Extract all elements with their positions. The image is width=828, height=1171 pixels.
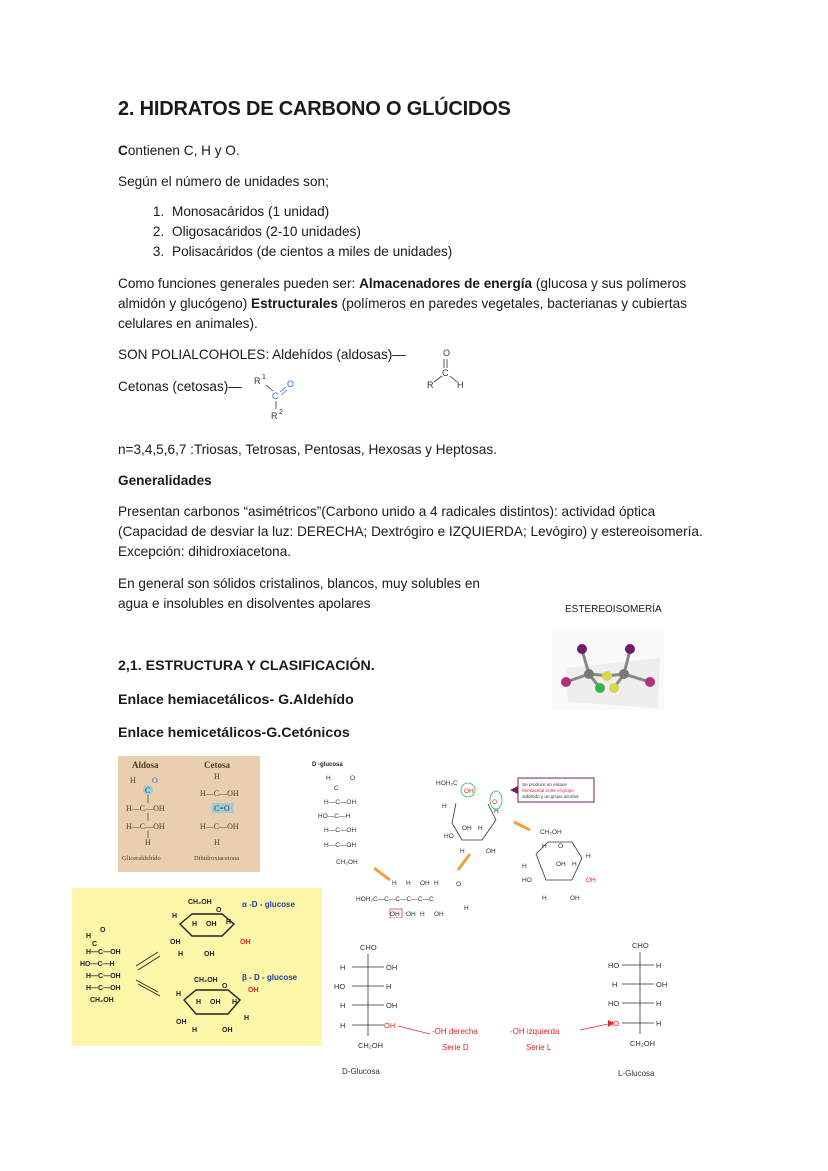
- list-item: 1. Monosacáridos (1 unidad): [168, 202, 452, 222]
- svg-text:H: H: [226, 919, 232, 926]
- aldehyde-c: C: [442, 368, 449, 378]
- note-line-2: hemiacetal entre el grupo: [522, 788, 574, 793]
- svg-text:O: O: [558, 843, 564, 850]
- d-cho: CHO: [360, 943, 377, 952]
- svg-text:OH: OH: [462, 825, 472, 832]
- svg-text:OH: OH: [204, 951, 215, 958]
- hemicetal-heading: Enlace hemicetálicos-G.Cetónicos: [118, 725, 350, 741]
- serie-l-label: Serie L: [526, 1043, 552, 1052]
- svg-text:H: H: [542, 843, 547, 850]
- svg-text:H: H: [392, 880, 397, 887]
- functions-structural-rest: (polímeros en paredes vegetales, bacterianas y cubiertas celulares en animales).: [118, 296, 687, 331]
- glicer-label: Gliceraldehído: [122, 855, 161, 862]
- functions-structural: Estructurales: [251, 296, 338, 311]
- svg-text:H: H: [386, 982, 392, 991]
- svg-text:OH: OH: [390, 911, 400, 918]
- svg-text:H—C—OH: H—C—OH: [200, 789, 239, 798]
- svg-text:OH: OH: [170, 939, 181, 946]
- svg-text:O: O: [350, 775, 356, 782]
- svg-text:H: H: [478, 825, 483, 832]
- aldehyde-r: R: [427, 380, 434, 390]
- svg-text:HO: HO: [334, 982, 346, 991]
- list-item: 3. Polisacáridos (de cientos a miles de unidades): [168, 242, 452, 262]
- svg-text:HO: HO: [608, 961, 620, 970]
- svg-text:H: H: [612, 980, 618, 989]
- ketone-sup2: 2: [279, 409, 283, 416]
- svg-text:H: H: [214, 772, 220, 781]
- svg-text:OH: OH: [384, 1021, 396, 1030]
- svg-text:HO: HO: [522, 877, 532, 884]
- svg-text:HO—C—H: HO—C—H: [318, 813, 351, 820]
- note-line-3: aldehído y un grupo alcohol: [522, 794, 579, 799]
- dglucosa-title: D -glucosa: [312, 762, 343, 768]
- alpha-glucose-label: α -D - glucose: [242, 900, 295, 909]
- svg-text:O: O: [222, 983, 228, 990]
- unit-list: [118, 202, 452, 262]
- svg-text:H: H: [542, 895, 547, 902]
- intro-bold-c: C: [118, 143, 128, 158]
- svg-text:H—C—OH: H—C—OH: [324, 842, 357, 849]
- svg-text:H: H: [340, 1021, 346, 1030]
- svg-text:H—C—OH: H—C—OH: [86, 949, 121, 956]
- haworth-panel: [72, 888, 322, 1046]
- page-title: 2. HIDRATOS DE CARBONO O GLÚCIDOS: [118, 98, 511, 120]
- functions-paragraph: [118, 274, 708, 334]
- svg-text:CH₂OH: CH₂OH: [188, 899, 212, 906]
- svg-text:H: H: [656, 999, 662, 1008]
- svg-text:CH₂OH: CH₂OH: [336, 859, 358, 866]
- functions-energy-rest: (glucosa y sus polímeros almidón y glucógeno): [118, 276, 687, 311]
- oh-right-label: -OH derecha: [432, 1027, 478, 1036]
- serie-d-label: Serie D: [442, 1043, 469, 1052]
- d-glucosa-label: D-Glucosa: [342, 1067, 380, 1076]
- svg-text:H: H: [232, 999, 238, 1006]
- svg-text:OH: OH: [586, 877, 596, 884]
- svg-text:HO: HO: [444, 833, 454, 840]
- aldehyde-o: O: [443, 348, 451, 358]
- svg-text:H—C—OH: H—C—OH: [86, 985, 121, 992]
- svg-text:H—C—OH: H—C—OH: [324, 799, 357, 806]
- svg-text:H—C—OH: H—C—OH: [200, 822, 239, 831]
- svg-text:H: H: [176, 991, 182, 998]
- svg-text:HO: HO: [608, 999, 620, 1008]
- dihidroxi-label: Dihidroxiacetona: [194, 855, 240, 862]
- l-glucosa-fischer: [506, 938, 676, 1080]
- ketone-sup1: 1: [262, 374, 266, 381]
- svg-text:H: H: [340, 963, 346, 972]
- svg-text:H: H: [656, 961, 662, 970]
- stereoisomer-image: [552, 630, 664, 710]
- svg-text:H: H: [340, 1001, 346, 1010]
- svg-text:O: O: [152, 776, 158, 785]
- l-ch2oh: CH₂OH: [630, 1039, 655, 1048]
- svg-text:OH: OH: [176, 1019, 187, 1026]
- polialcoholes-line: SON POLIALCOHOLES: Aldehídos (aldosas)—: [118, 347, 406, 362]
- cetonas-line: Cetonas (cetosas)—: [118, 379, 242, 394]
- n-series: n=3,4,5,6,7 :Triosas, Tetrosas, Pentosas, Hexosas y Heptosas.: [118, 442, 497, 457]
- svg-text:HO—C—H: HO—C—H: [80, 961, 115, 968]
- aldosa-cetosa-panel: [118, 756, 260, 872]
- svg-text:OH: OH: [556, 861, 566, 868]
- d-glucosa-fischer: [332, 940, 502, 1080]
- intro-contains-rest: ontienen C, H y O.: [127, 143, 240, 158]
- svg-text:OH: OH: [570, 895, 580, 902]
- svg-text:OH: OH: [406, 911, 416, 918]
- stereo-label: ESTEREOISOMERÍA: [565, 604, 662, 615]
- svg-text:H: H: [522, 863, 527, 870]
- svg-text:H: H: [434, 880, 439, 887]
- note-line-1: Se produce un enlace: [522, 782, 567, 787]
- svg-text:OH: OH: [248, 987, 259, 994]
- svg-text:HOH₂C—C—C—C—C—C: HOH₂C—C—C—C—C—C: [356, 896, 434, 903]
- solids-line-2: agua e insolubles en disolventes apolares: [118, 596, 371, 611]
- svg-text:OH: OH: [222, 1027, 233, 1034]
- section-2-1-heading: 2,1. ESTRUCTURA Y CLASIFICACIÓN.: [118, 658, 375, 674]
- svg-text:H: H: [178, 951, 184, 958]
- svg-text:OH: OH: [386, 1001, 398, 1010]
- solids-line-1: En general son sólidos cristalinos, blancos, muy solubles en: [118, 576, 480, 591]
- svg-text:H—C—OH: H—C—OH: [324, 827, 357, 834]
- svg-text:H: H: [494, 808, 499, 815]
- generalidades-heading-text: Generalidades: [118, 473, 212, 488]
- svg-text:CH₂OH: CH₂OH: [540, 829, 562, 836]
- solids-paragraph: [118, 574, 518, 614]
- svg-text:H: H: [192, 1027, 198, 1034]
- svg-text:H: H: [586, 853, 591, 860]
- svg-text:OH: OH: [386, 963, 398, 972]
- svg-text:H: H: [420, 911, 425, 918]
- units-intro: Según el número de unidades son;: [118, 174, 329, 189]
- svg-text:OH: OH: [210, 999, 221, 1006]
- svg-text:OH: OH: [486, 848, 496, 855]
- d-ch2oh: CH₂OH: [358, 1041, 383, 1050]
- svg-text:H: H: [172, 913, 178, 920]
- svg-text:H—C—OH: H—C—OH: [126, 822, 165, 831]
- generalidades-text: Presentan carbonos “asimétricos”(Carbono unido a 4 radicales distintos): actividad óptica (Capacidad de desviar la luz: DERECHA; Dextrógiro e IZQUIERDA; Levógiro) y estereoisomería. Excepción: dihidroxiacetona.: [118, 504, 703, 559]
- svg-text:H: H: [145, 838, 151, 847]
- svg-text:O: O: [492, 799, 498, 806]
- svg-text:H: H: [244, 1015, 250, 1022]
- l-cho: CHO: [632, 941, 649, 950]
- svg-text:C: C: [92, 941, 98, 948]
- ketone-r1: R: [254, 376, 261, 386]
- svg-text:H: H: [214, 838, 220, 847]
- aldosa-label: Aldosa: [132, 760, 159, 770]
- oh-left-label: -OH izquierda: [510, 1027, 560, 1036]
- functions-prefix: Como funciones generales pueden ser:: [118, 276, 360, 291]
- intro-contains: [118, 141, 718, 161]
- beta-glucose-label: β - D - glucose: [242, 973, 298, 982]
- svg-text:OH: OH: [434, 911, 444, 918]
- l-glucosa-label: L-Glucosa: [618, 1069, 655, 1078]
- svg-text:HOH₂C: HOH₂C: [436, 780, 458, 787]
- svg-text:H: H: [460, 848, 465, 855]
- svg-text:H: H: [572, 861, 577, 868]
- ketone-formula: [252, 370, 304, 422]
- svg-text:H: H: [192, 921, 198, 928]
- cetosa-label: Cetosa: [204, 760, 230, 770]
- ketone-o: O: [287, 379, 295, 389]
- svg-text:H—C—OH: H—C—OH: [126, 804, 165, 813]
- ketone-r2: R: [271, 411, 278, 421]
- svg-text:OH: OH: [464, 788, 474, 795]
- svg-text:C: C: [334, 785, 339, 792]
- svg-text:H: H: [442, 803, 447, 810]
- svg-text:CH₂OH: CH₂OH: [90, 997, 114, 1004]
- svg-text:H—C—OH: H—C—OH: [86, 973, 121, 980]
- svg-text:H: H: [130, 776, 136, 785]
- functions-energy: Almacenadores de energía: [359, 276, 533, 291]
- svg-text:H: H: [86, 933, 92, 940]
- svg-text:OH: OH: [206, 921, 217, 928]
- svg-text:H: H: [326, 775, 331, 782]
- svg-text:CH₂OH: CH₂OH: [194, 977, 218, 984]
- svg-text:O: O: [100, 927, 106, 934]
- svg-text:H: H: [196, 999, 202, 1006]
- generalidades-heading: [118, 471, 718, 491]
- aldehyde-h: H: [457, 380, 464, 390]
- hemiacetal-heading: Enlace hemiacetálicos- G.Aldehído: [118, 692, 354, 708]
- svg-text:OH: OH: [656, 980, 668, 989]
- svg-text:OH: OH: [420, 880, 430, 887]
- svg-text:HO: HO: [608, 1019, 620, 1028]
- dglucosa-cyclization-panel: [310, 758, 610, 918]
- svg-text:H: H: [464, 905, 469, 912]
- svg-text:H: H: [406, 880, 411, 887]
- svg-text:C=O: C=O: [214, 804, 230, 813]
- ketone-c: C: [272, 391, 279, 401]
- svg-text:OH: OH: [240, 939, 251, 946]
- svg-text:O: O: [456, 881, 462, 888]
- svg-text:O: O: [216, 907, 222, 914]
- svg-text:C: C: [145, 786, 151, 795]
- list-item: 2. Oligosacáridos (2-10 unidades): [168, 222, 452, 242]
- svg-text:H: H: [656, 1019, 662, 1028]
